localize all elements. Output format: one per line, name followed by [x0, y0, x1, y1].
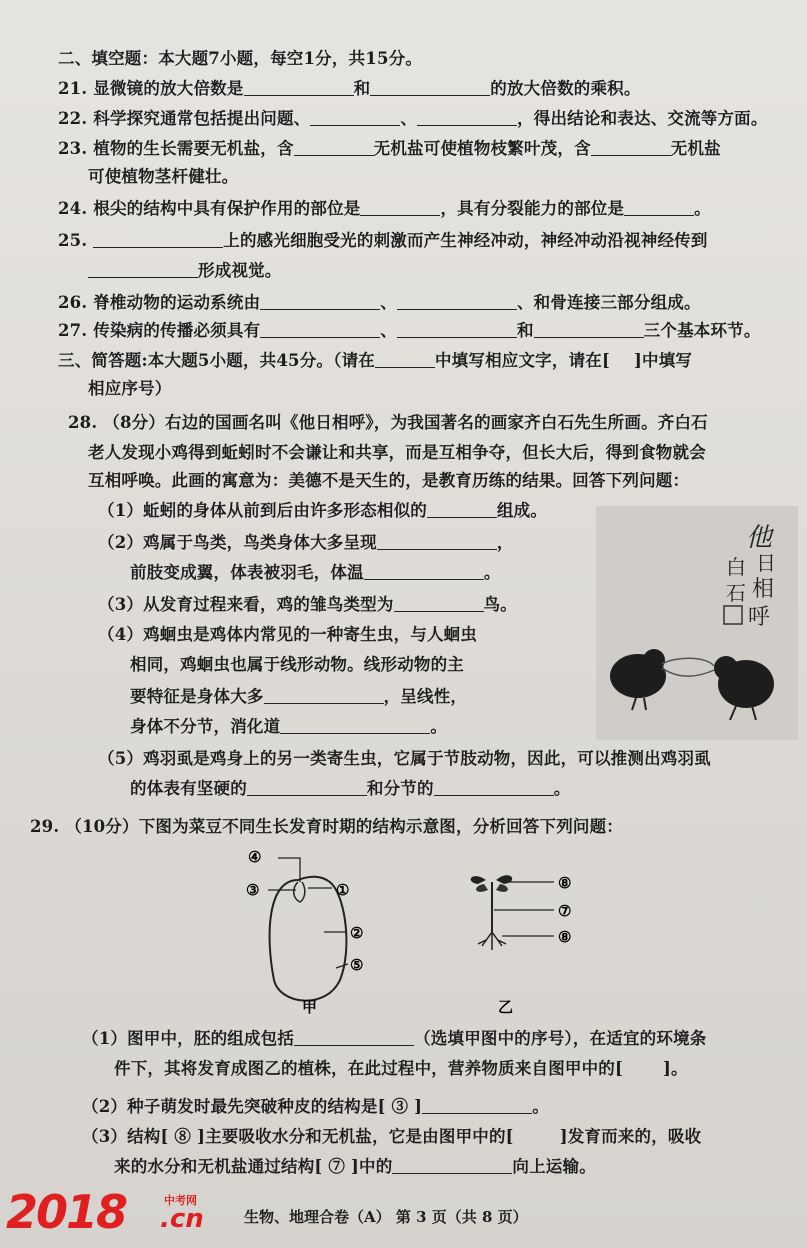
q28-part1: （1）蚯蚓的身体从前到后由许多形态相似的 组成。: [98, 501, 548, 520]
label-5: ⑤: [350, 956, 364, 974]
q29-part2: （2）种子萌发时最先突破种皮的结构是[ ③ ] 。: [82, 1097, 549, 1116]
label-4: ④: [248, 848, 262, 866]
label-2: ②: [350, 924, 364, 942]
roots: [478, 932, 506, 950]
chick-left-head: [643, 649, 665, 671]
question-22: 22. 科学探究通常包括提出问题、 、 ，得出结论和表达、交流等方面。: [58, 109, 768, 128]
site-logo: [6, 1186, 211, 1238]
q28-part2-cont: 前肢变成翼，体表被羽毛，体温 。: [130, 563, 501, 582]
logo-domain: .cn: [160, 1204, 204, 1234]
earthworm: [662, 658, 714, 676]
page-footer: 生物、地理合卷（A） 第 3 页（共 8 页）: [244, 1208, 528, 1226]
question-24: 24. 根尖的结构中具有保护作用的部位是 ，具有分裂能力的部位是 。: [58, 199, 711, 218]
painting-char-5: 石: [726, 581, 746, 605]
question-23-cont: 可使植物茎杆健壮。: [88, 167, 239, 186]
label-3: ③: [246, 881, 260, 899]
seed-outline: [270, 877, 350, 1001]
leader-4: [278, 858, 300, 882]
bean-diagram: [236, 840, 596, 1020]
label-1: ①: [336, 881, 350, 899]
question-27: 27. 传染病的传播必须具有 、 和 三个基本环节。: [58, 321, 761, 340]
painting-char-3: 白: [726, 555, 746, 579]
q28-part4-l4: 身体不分节，消化道 。: [130, 717, 448, 736]
q28-part2: （2）鸡属于鸟类，鸟类身体大多呈现 ，: [98, 533, 514, 552]
painting-char-6: 呼: [748, 605, 771, 630]
chick-right-head: [714, 656, 738, 680]
q28-line2: 老人发现小鸡得到蚯蚓时不会谦让和共享，而是互相争夺，但长大后，得到食物就会: [88, 443, 706, 462]
q28-part5: （5）鸡羽虱是鸡身上的另一类寄生虫，它属于节肢动物，因此，可以推测出鸡羽虱: [98, 749, 711, 768]
q28-part3: （3）从发育过程来看，鸡的雏鸟类型为 鸟。: [98, 595, 517, 614]
question-25-cont: 形成视觉。: [88, 260, 282, 282]
question-25: 25. 上的感光细胞受光的刺激而产生神经冲动，神经冲动沿视神经传到: [58, 231, 708, 250]
leader-5: [336, 964, 348, 968]
fig-b-label: 乙: [498, 998, 514, 1016]
seal-stamp: [724, 606, 742, 624]
section2-heading: 二、填空题：本大题7小题，每空1分，共15分。: [58, 49, 423, 68]
embryo: [294, 882, 305, 902]
q29-line1: 29. （10分）下图为菜豆不同生长发育时期的结构示意图，分析回答下列问题：: [30, 817, 624, 836]
section3-heading: 三、简答题:本大题5小题，共45分。（请在 中填写相应文字，请在[ ]中填写: [58, 351, 693, 370]
painting-illustration: [596, 506, 798, 740]
question-21: 21. 显微镜的放大倍数是 和 的放大倍数的乘积。: [58, 79, 641, 98]
q28-part4: （4）鸡蛔虫是鸡体内常见的一种寄生虫，与人蛔虫: [98, 625, 478, 644]
question-23: 23. 植物的生长需要无机盐，含 无机盐可使植物枝繁叶茂，含 无机盐: [58, 139, 721, 158]
painting-taritaxianghu: [596, 506, 798, 740]
q29-part1-cont: 件下，其将发育成图乙的植株，在此过程中，营养物质来自图甲中的[ ]。: [114, 1059, 688, 1078]
question-26: 26. 脊椎动物的运动系统由 、 、和骨连接三部分组成。: [58, 293, 701, 312]
q29-part3-cont: 来的水分和无机盐通过结构[ ⑦ ]中的 向上运输。: [114, 1157, 596, 1176]
q28-line3: 互相呼唤。此画的寓意为：美德不是天生的，是教育历练的结果。回答下列问题：: [88, 471, 690, 490]
section3-heading-cont: 相应序号）: [88, 379, 172, 398]
label-7: ⑦: [558, 902, 572, 920]
q28-part4-l2: 相同，鸡蛔虫也属于线形动物。线形动物的主: [130, 655, 464, 674]
label-8a: ⑧: [558, 874, 572, 892]
logo-subtitle: 中考网: [164, 1194, 197, 1207]
painting-char-2: 日: [756, 551, 776, 575]
painting-char-1: 他: [746, 523, 773, 553]
q29-part1: （1）图甲中，胚的组成包括 （选填甲图中的序号），在适宜的环境条: [82, 1029, 707, 1048]
painting-char-4: 相: [752, 577, 775, 602]
q28-part4-l3: 要特征是身体大多 ，呈线性，: [130, 687, 468, 706]
q28-part5-cont: 的体表有坚硬的 和分节的 。: [130, 779, 571, 798]
q29-part3: （3）结构[ ⑧ ]主要吸收水分和无机盐，它是由图甲中的[ ]发育而来的，吸收: [82, 1127, 702, 1146]
logo-number: 2018: [6, 1185, 127, 1239]
fig-a-label: 甲: [302, 998, 318, 1016]
label-8b: ⑧: [558, 928, 572, 946]
q28-line1: 28. （8分）右边的国画名叫《他日相呼》，为我国著名的画家齐白石先生所画。齐白石: [68, 413, 708, 432]
seedling: [471, 874, 572, 950]
